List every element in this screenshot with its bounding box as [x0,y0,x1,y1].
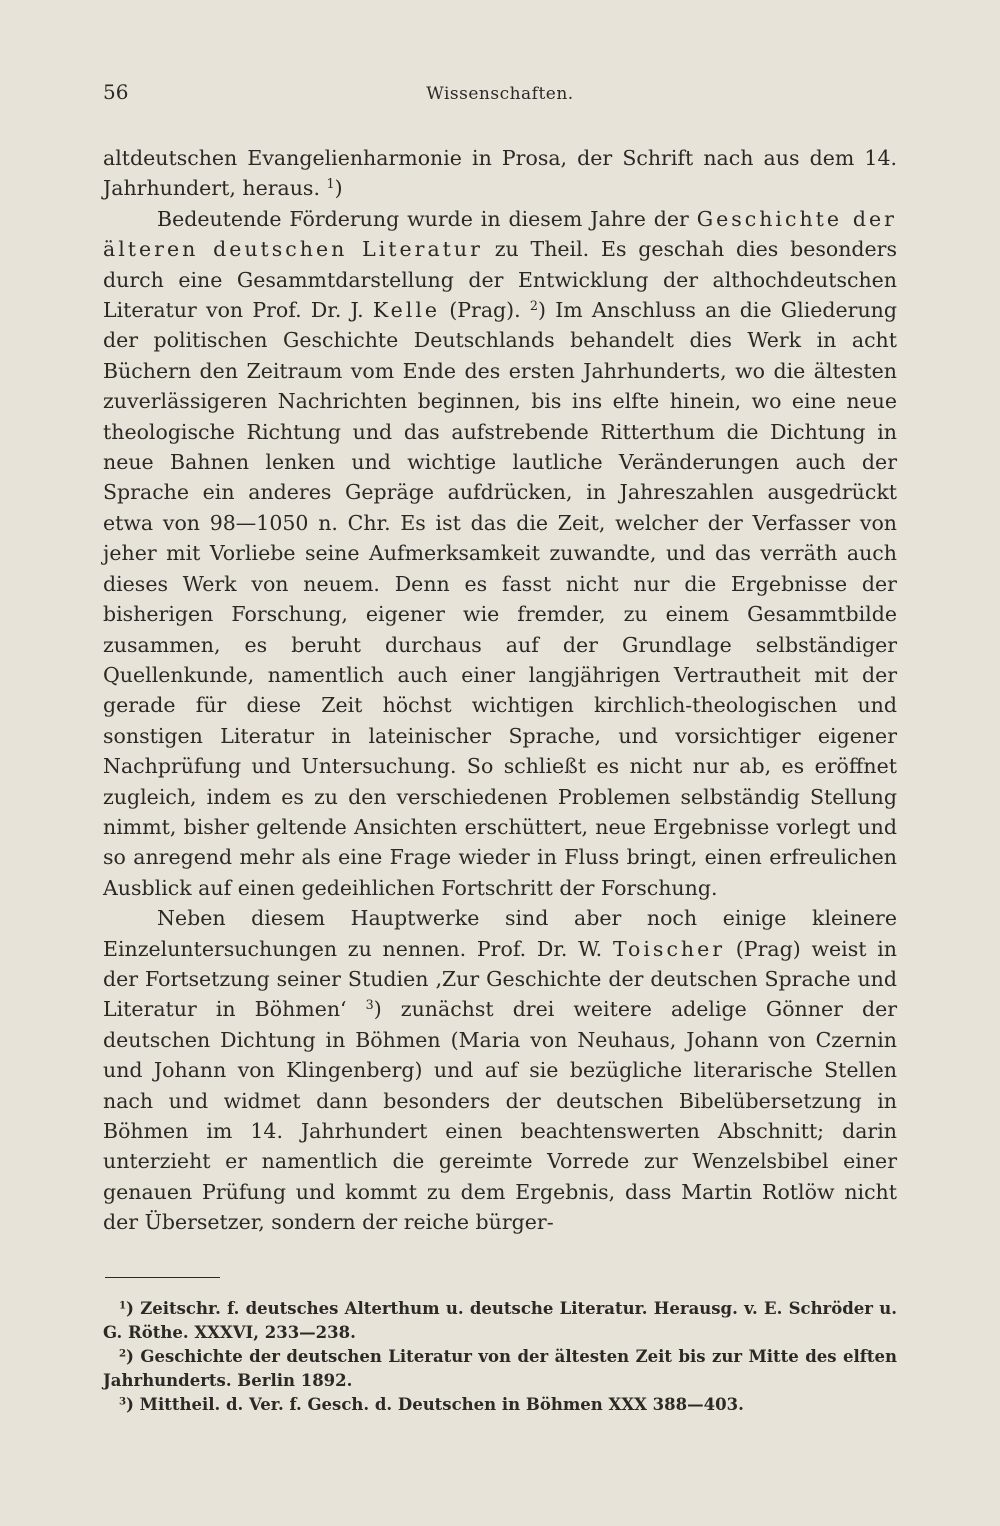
paragraph-2-text-a: Bedeutende Förderung wurde in diesem Jahre der [157,206,697,231]
footnote-text: ) Geschichte der deutschen Literatur von der ältesten Zeit bis zur Mitte des elften Jahrhunderts. Berlin 1892. [103,1347,897,1390]
paragraph-1-text: altdeutschen Evangelienharmonie in Prosa, der Schrift nach aus dem 14. Jahrhundert, heraus. [103,146,897,201]
spaced-emphasis-toischer: Toischer [612,936,726,961]
footnote-1 [103,1297,897,1345]
footnote-marker: 1 [119,1299,127,1312]
footnote-marker: 3 [119,1395,127,1408]
main-text [103,143,897,1238]
footnote-divider [105,1277,220,1278]
paragraph-2 [103,204,897,903]
paragraph-3-text-c: ) zunächst drei weitere adelige Gönner der deutschen Dichtung in Böhmen (Maria von Neuhaus, Johann von Czernin und Johann von Klingenberg) und auf sie bezügliche literarische Stellen nach und widmet dann besonders der deutschen Bibelübersetzung in Böhmen im 14. Jahrhundert einen beachtenswerten Abschnitt; darin unterzieht er namentlich die gereimte Vorrede zur Wenzelsbibel einer genauen Prüfung und kommt zu dem Ergebnis, dass Martin Rotlöw nicht der Übersetzer, sondern der reiche bürger- [103,997,897,1235]
footnote-ref-3: 3 [365,997,374,1013]
paragraph-1-close: ) [334,176,343,201]
paragraph-2-text-d: ) Im Anschluss an die Gliederung der politischen Geschichte Deutschlands behandelt dies Werk in acht Büchern den Zeitraum vom Ende des ersten Jahrhunderts, wo die ältesten zuverlässigeren Nachrichten beginnen, bis ins elfte hinein, wo eine neue theologische Richtung und das aufstrebende Ritterthum die Dichtung in neue Bahnen lenken und wichtige lautliche Veränderungen auch der Sprache ein anderes Gepräge aufdrücken, in Jahreszahlen ausgedrückt etwa von 98—1050 n. Chr. Es ist das die Zeit, welcher der Verfasser von jeher mit Vorliebe seine Aufmerksamkeit zuwandte, und das verräth auch dieses Werk von neuem. Denn es fasst nicht nur die Ergebnisse der bisherigen Forschung, eigener wie fremder, zu einem Gesammtbilde zusammen, es beruht durchaus auf der Grundlage selbständiger Quellenkunde, namentlich auch einer langjährigen Vertrautheit mit der gerade für diese Zeit höchst wichtigen kirchlich-theologischen und sonstigen Literatur in lateinischer Sprache, und vorsichtiger eigener Nachprüfung und Untersuchung. So schließt es nicht nur ab, es eröffnet zugleich, indem es zu den verschiedenen Problemen selbständig Stellung nimmt, bisher geltende Ansichten erschüttert, neue Ergebnisse vorlegt und so anregend mehr als eine Frage wieder in Fluss bringt, einen erfreulichen Ausblick auf einen gedeihlichen Fortschritt der Forschung. [103,298,897,900]
paragraph-2-text-b: zu Theil. Es geschah dies besonders durch eine Gesammtdarstellung der Entwicklung der althochdeutschen Literatur von Prof. Dr. J. [103,237,897,323]
spaced-emphasis-kelle: Kelle [372,298,441,323]
footnote-text: ) Zeitschr. f. deutsches Alterthum u. deutsche Literatur. Herausg. v. E. Schröder u. G. Röthe. XXXVI, 233—238. [103,1299,897,1342]
page-header [103,80,897,108]
page-number: 56 [103,80,129,104]
running-head: Wissenschaften. [426,84,574,104]
footnote-3 [103,1393,897,1417]
paragraph-3 [103,903,897,1237]
footnotes [103,1297,897,1417]
paragraph-2-text-c: (Prag). [440,298,530,323]
footnote-marker: 2 [119,1347,127,1360]
paragraph-3-text-a: Neben diesem Hauptwerke sind aber noch einige kleinere Einzeluntersuchungen zu nennen. Prof. Dr. W. [103,906,897,961]
footnote-ref-1: 1 [326,176,335,192]
footnote-text: ) Mittheil. d. Ver. f. Gesch. d. Deutschen in Böhmen XXX 388—403. [126,1395,744,1414]
footnote-ref-2: 2 [529,298,538,314]
spaced-emphasis-literature: Geschichte der älteren deutschen Literatur [103,206,897,262]
footnote-2 [103,1345,897,1393]
paragraph-1 [103,143,897,204]
paragraph-3-text-b: (Prag) weist in der Fortsetzung seiner Studien ‚Zur Geschichte der deutschen Sprache und Literatur in Böhmen‘ [103,936,897,1022]
